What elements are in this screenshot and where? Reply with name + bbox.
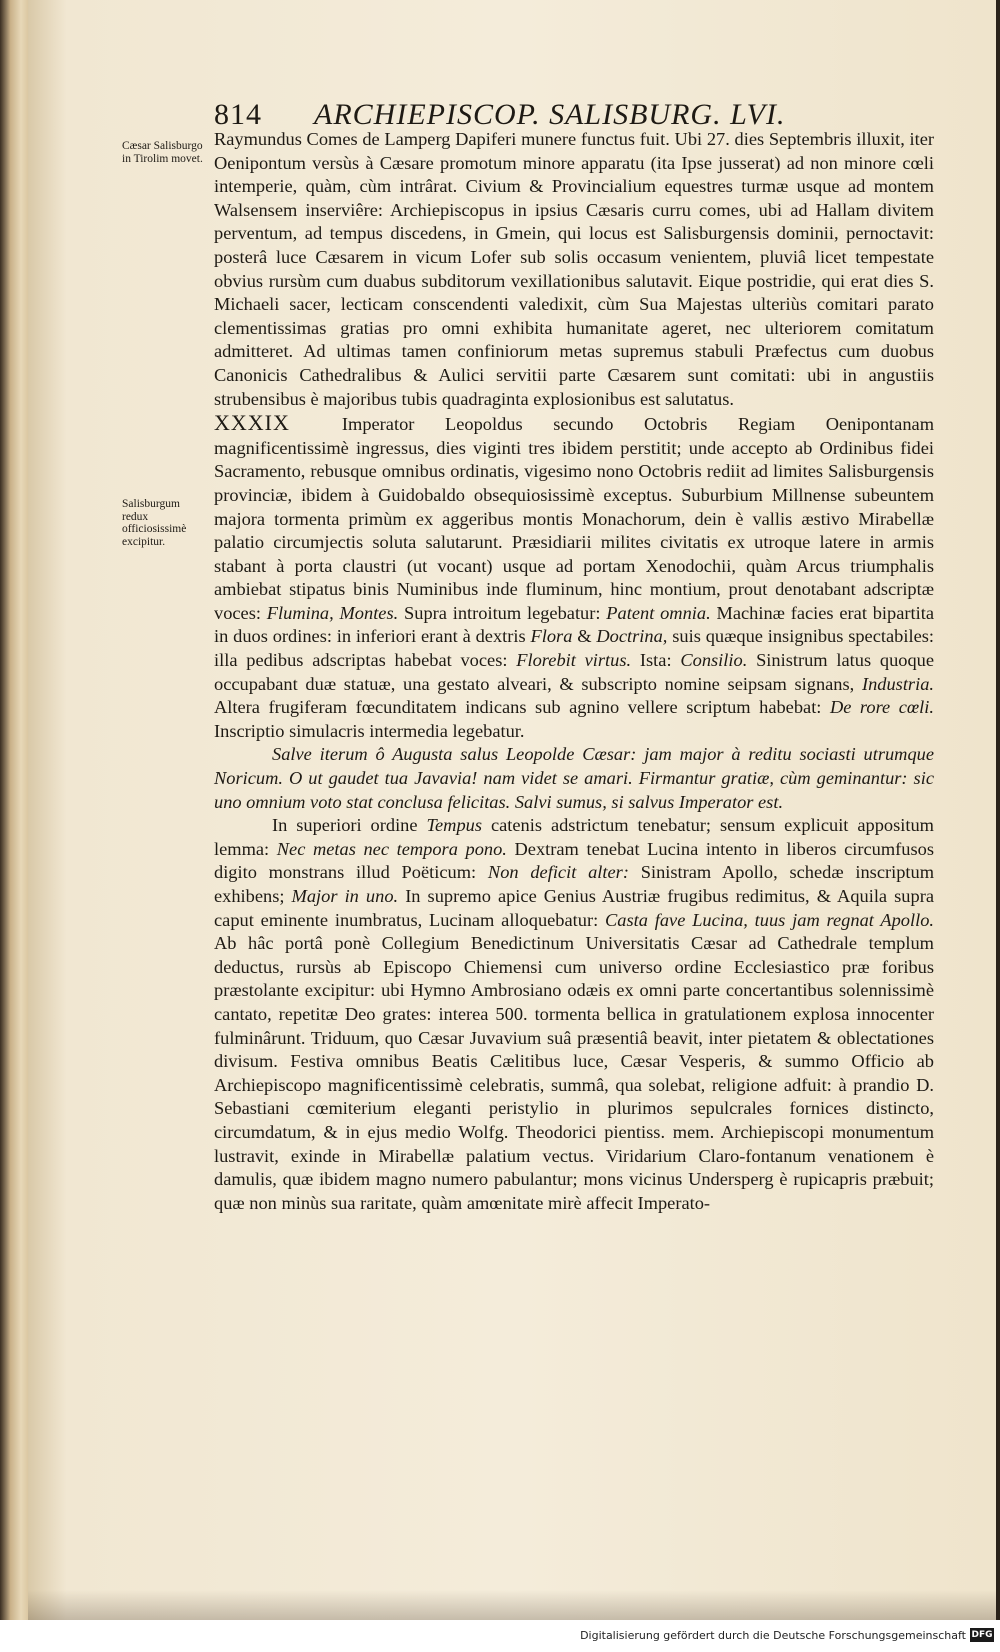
paragraph-3	[214, 743, 934, 814]
p2-text-1: Imperator Leopoldus secundo Octobris Regiam Oenipontanam magnificentissimè ingressus, dies viginti tres ibidem perstitit; unde accepto ab Ordinibus fidei Sacramento, rebusque omnibus ordinatis, vigesimo nono Octobris rediit ad limites Salisburgensis provinciæ, ibidem à Guidobaldo obsequiosissimè exceptus. Suburbium Millnense subeuntem majora tormenta primùm ex aggeribus montis Monachorum, dein è vallis æstivo Mirabellæ palatio circumjectis soluta salutarunt. Præsidiarii milites civitatis ex utroque latere in armis stabant à porta claustri (ut vocant) usque ad portam Xenodochii, quàm Arcus triumphalis ambiebat stipatus binis Numinibus inde fluminum, hinc montium, prout denotabant adscriptæ voces:	[214, 414, 934, 623]
p2-text-5: suis quæque insignibus spectabiles: illa pedibus adscriptas habebat voces:	[214, 626, 934, 671]
p4-italic-4: Major in uno.	[291, 886, 399, 906]
p2-italic-1: Flumina, Montes.	[266, 602, 399, 623]
p2-text-3: Machinæ facies erat bipartita in duos ordines: in inferiori erant à dextris	[214, 602, 934, 647]
p4-italic-2: Nec metas nec tempora pono.	[276, 838, 507, 859]
p4-italic-5: Casta fave Lucina, tuus jam regnat Apollo.	[605, 909, 934, 930]
page-shadow	[28, 1590, 996, 1620]
p2-italic-6: Consilio.	[680, 650, 748, 671]
dfg-logo: DFG	[971, 1630, 993, 1640]
main-text	[214, 128, 934, 1215]
page-number: 814	[214, 98, 262, 131]
p2-text-9: Inscriptio simulacris intermedia legebatur.	[214, 720, 525, 741]
digitization-footer	[0, 1620, 1000, 1652]
book-spine	[0, 0, 30, 1620]
p2-italic-8: De rore cœli.	[829, 697, 934, 718]
margin-note-1: Cæsar Salisburgo in Tirolim movet.	[122, 140, 203, 165]
p2-text-6: Ista:	[639, 650, 672, 671]
p2-italic-3: Flora	[530, 626, 573, 647]
p4-text-4: Sinistram Apollo, schedæ inscriptum exhibens;	[214, 862, 935, 906]
margin-note-2: Salisburgum redux officiosissimè excipitur.	[122, 498, 187, 548]
p4-text-1: In superiori ordine	[272, 815, 418, 836]
p4-text-6: Ab hâc portâ ponè Collegium Benedictinum Universitatis Cæsar ad Cathedrale templum deductus, rursùs ab Episcopo Chiemensi cum universo ordine Ecclesiastico præ foribus præstolante excipitur: ubi Hymno Ambrosiano odæis ex omni parte concertantibus solennissimè cantato, repetitæ Deo grates: interea 500. tormenta bellica in gratulationem explosa innocenter fulminârunt. Triduum, quo Cæsar Juvavium suâ præsentiâ beavit, inter pietatem & oblectationes divisum. Festiva omnibus Beatis Cælitibus luce, Cæsar Vesperis, & summo Officio ab Archiepiscopo magnificentissimè celebratis, summâ, qua solebat, religione adfuit: à prandio D. Sebastiani cœmiterium eleganti peristylio in plurimos sepulcrales fornices distincto, circumdatum, & in ejus medio Wolfg. Theodorici pientiss. mem. Archiepiscopi monumentum lustravit, exinde in Mirabellæ palatium vectus. Viridarium Claro-fontanum venationem è damulis, quæ ibidem magno numero pabulantur; mons vicinus Undersperg è rupicapris præbuit; quæ non minùs sua raritate, quàm amœnitate mirè affecit Imperato-	[214, 933, 934, 1213]
p4-italic-3: Non deficit alter:	[487, 862, 629, 883]
p4-text-2: catenis adstrictum tenebatur; sensum explicuit appositum lemma:	[214, 815, 934, 859]
inscription-italic: Salve iterum ô Augusta salus Leopolde Cæsar: jam major à reditu sociasti utrumque Noricum. O ut gaudet tua Javavia! nam videt se amari. Firmantur gratiæ, cùm geminantur: sic uno omnium voto stat conclusa felicitas. Salvi sumus, si salvus Imperator est.	[214, 744, 934, 812]
p2-text-8: Altera frugiferam fœcunditatem indicans sub agnino vellere scriptum habebat:	[214, 697, 822, 718]
section-number: XXXIX	[214, 410, 290, 436]
p2-text-2: Supra introitum legebatur:	[404, 602, 601, 623]
p2-italic-5: Florebit virtus.	[516, 650, 632, 671]
p2-italic-2: Patent omnia.	[606, 602, 711, 623]
p2-text-7: Sinistrum latus quoque occupabant duæ statuæ, una gestato alveari, & subscripto nomine seipsam signans,	[214, 650, 935, 694]
p4-italic-1: Tempus	[426, 815, 483, 836]
p4-text-3: Dextram tenebat Lucina intento in liberos circumfusos digito monstrans illud Poëticum:	[214, 838, 934, 883]
running-title: ARCHIEPISCOP. SALISBURG. LVI.	[314, 98, 786, 131]
p2-text-4: &	[577, 626, 592, 647]
paragraph-1: Raymundus Comes de Lamperg Dapiferi munere functus fuit. Ubi 27. dies Septembris illuxit, iter Oenipontum versùs à Cæsare promotum minore apparatu (ita Ipse jusserat) ad non minore cœli intemperie, quàm, cùm intrârat. Civium & Provincialium equestres turmæ usque ad montem Walsensem inserviêre: Archiepiscopus in ipsius Cæsaris curru comes, ubi ad Hallam divitem perventum, ad tempus discedens, in Gmein, qui locus est Salisburgensis dominii, pernoctavit: posterâ luce Cæsarem in vicum Lofer sub solis occasum venientem, pluviâ licet tempestate obvius rursùm cum duabus subditorum vexillationibus salutavit. Eique postridie, qui erat dies S. Michaeli sacer, lecticam conscendenti valedixit, cùm Sua Majestas ulteriùs comitari parato clementissimas gratias pro omni exhibita humanitate ageret, nec ulteriorem comitatum admitteret. Ad ultimas tamen confiniorum metas supremus stabuli Præfectus cum duobus Canonicis Cathedralibus & Aulici servitii parte Cæsarem sunt comitati: ubi in angustiis strubensibus è majoribus tubis quadraginta explosionibus est salutatus.	[214, 129, 934, 409]
p4-text-5: In supremo apice Genius Austriæ frugibus redimitus, & Aquila supra caput eminente inumbratus, Lucinam alloquebatur:	[214, 886, 934, 930]
paragraph-2	[214, 411, 934, 743]
p2-italic-4: Doctrina,	[596, 626, 668, 647]
paragraph-4	[214, 814, 934, 1215]
p2-italic-7: Industria.	[861, 673, 934, 694]
funding-credit: Digitalisierung gefördert durch die Deutsche Forschungsgemeinschaft	[580, 1629, 966, 1642]
book-page	[28, 0, 996, 1620]
